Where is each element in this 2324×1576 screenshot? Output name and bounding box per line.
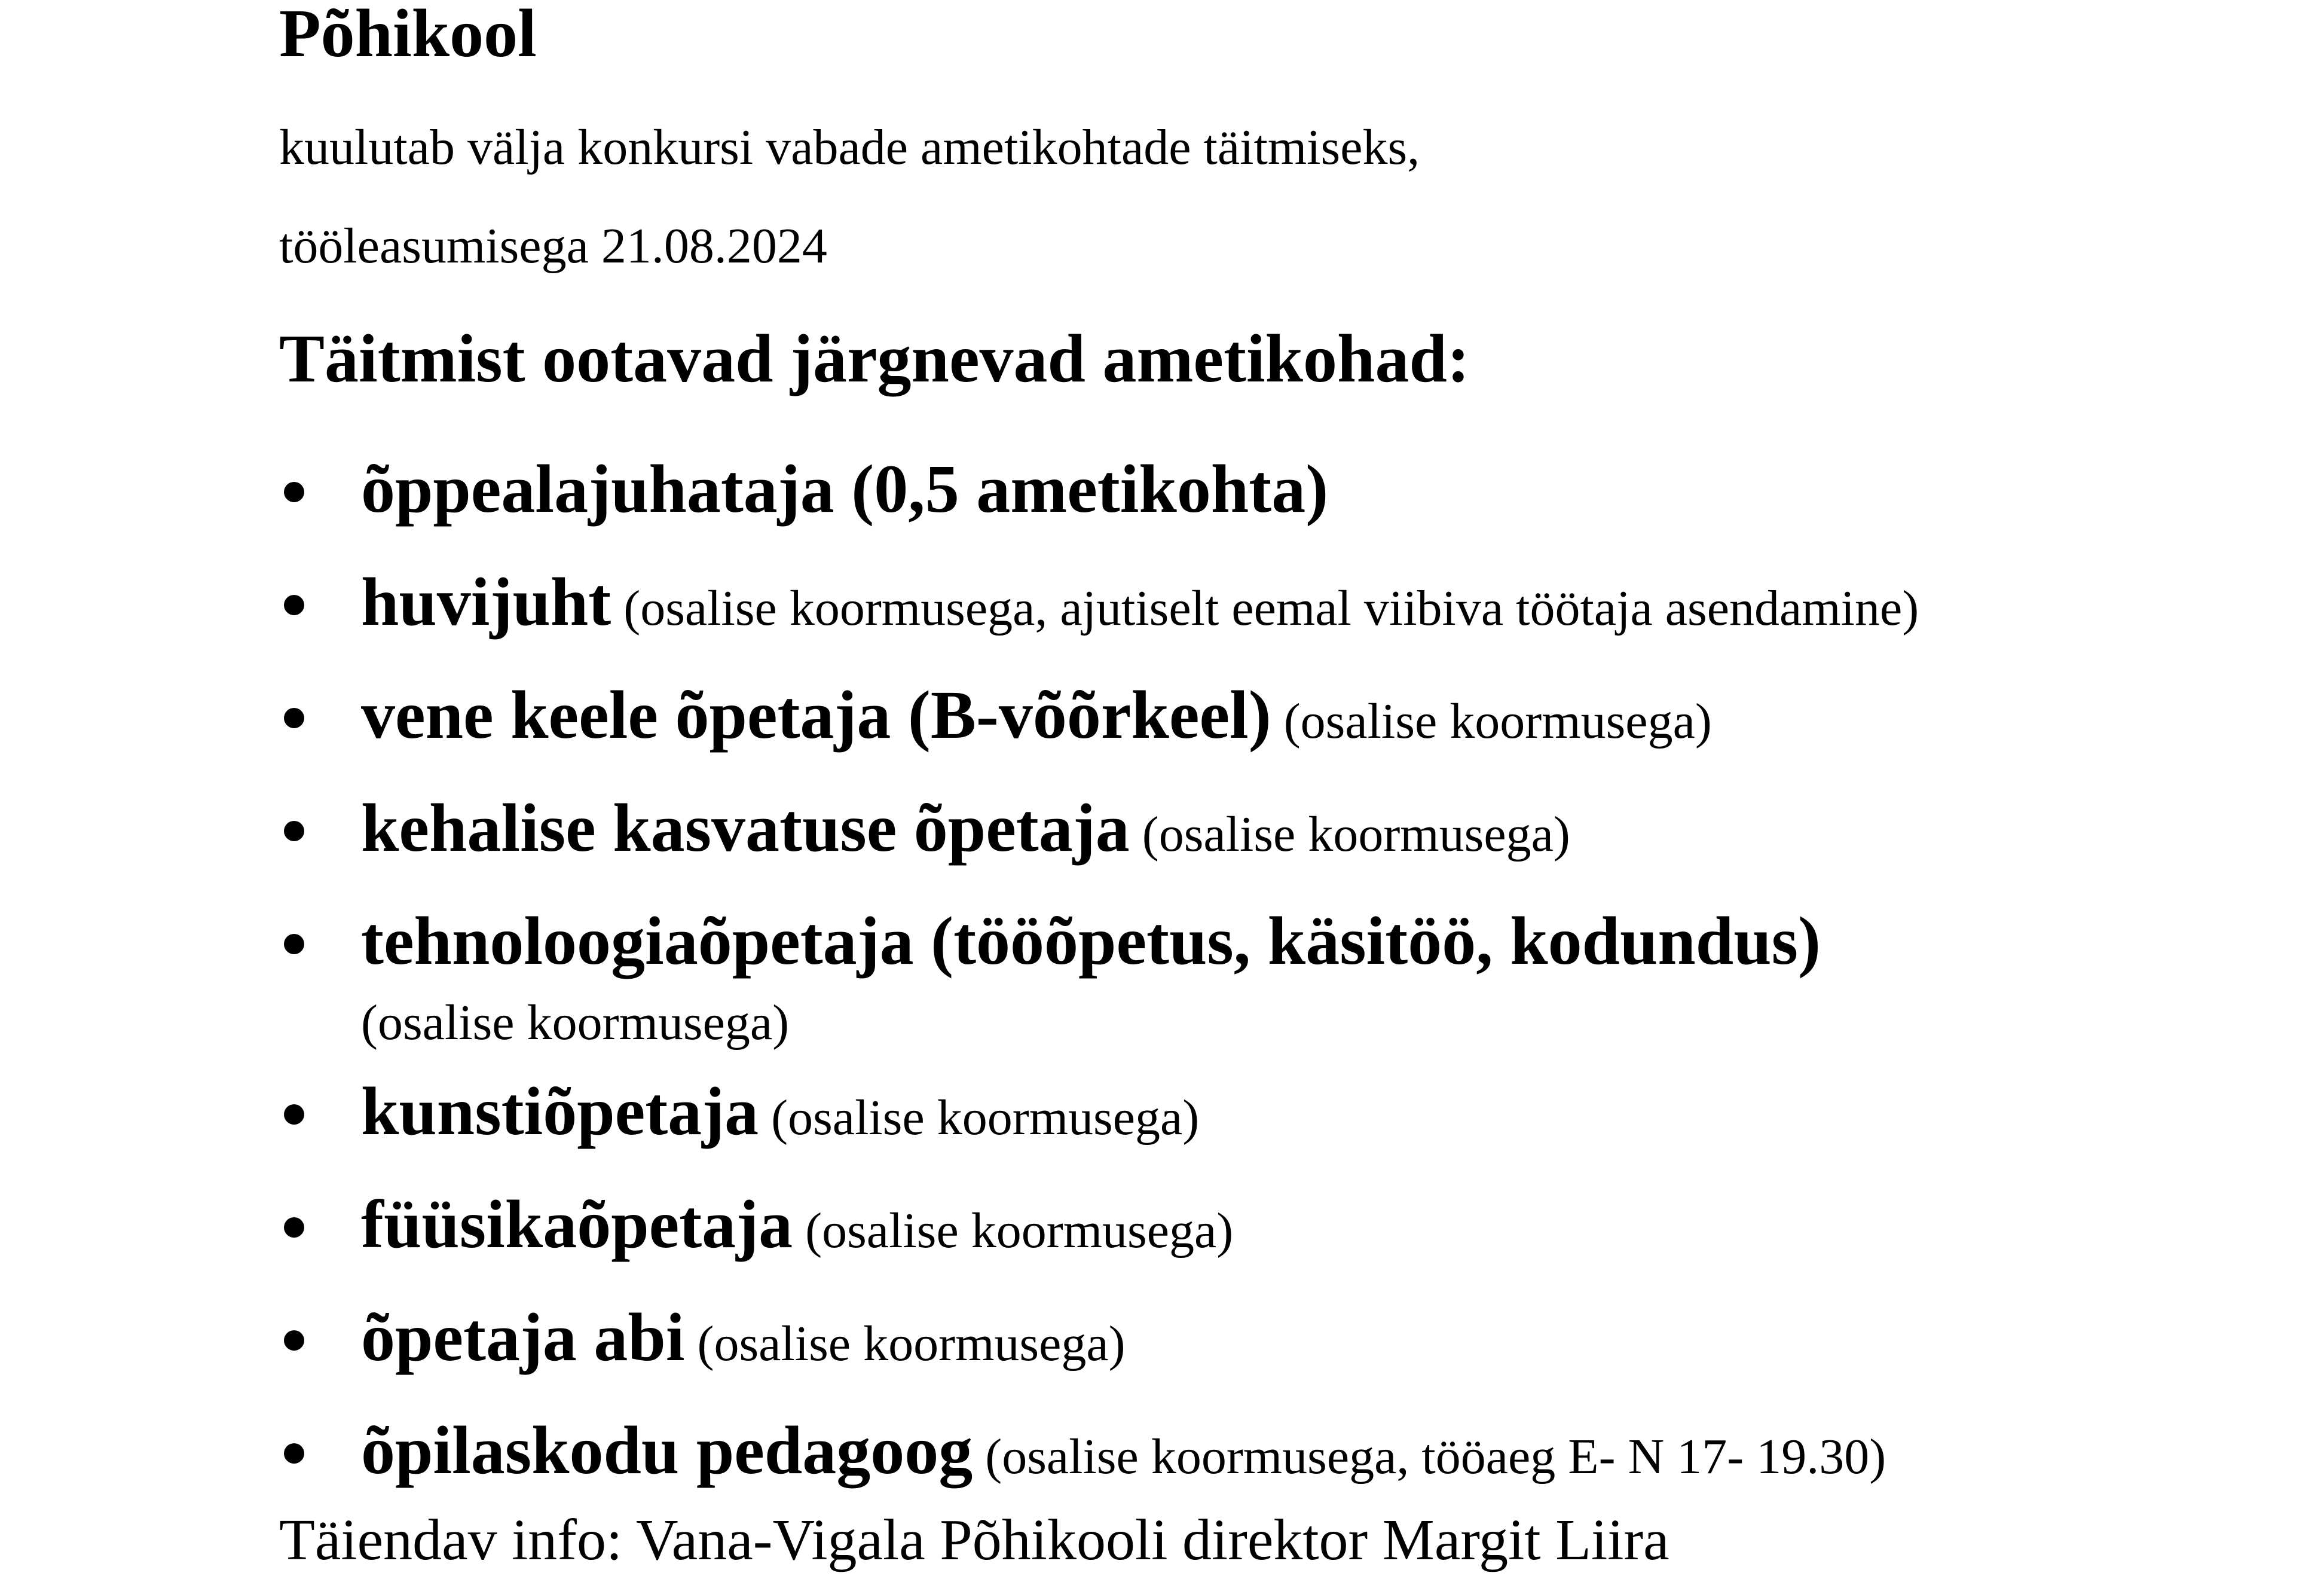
position-title: kunstiõpetaja (361, 1073, 759, 1150)
bullet-icon (282, 1065, 306, 1157)
positions-heading: Täitmist ootavad järgnevad ametikohad: (279, 320, 1470, 396)
position-item (279, 1065, 1919, 1178)
position-note: (osalise koormusega) (1271, 694, 1712, 749)
position-item (279, 1291, 1919, 1404)
position-note: (osalise koormusega) (793, 1203, 1234, 1259)
position-note: (osalise koormusega) (684, 1316, 1126, 1372)
intro-line-1: kuulutab välja konkursi vabade ametikohtade täitmiseks, (279, 120, 1420, 175)
position-item (279, 1404, 1919, 1517)
bullet-icon (282, 781, 306, 874)
bullet-icon (282, 1404, 306, 1496)
position-item (279, 442, 1919, 555)
position-note: (osalise koormusega) (759, 1090, 1200, 1146)
school-name: Põhikool (279, 0, 537, 71)
position-title: tehnoloogiaõpetaja (tööõpetus, käsitöö, kodundus) (361, 903, 1821, 979)
position-item (279, 781, 1919, 894)
position-note: (osalise koormusega, ajutiselt eemal viibiva töötaja asendamine) (611, 581, 1919, 636)
position-title: vene keele õpetaja (B-võõrkeel) (361, 677, 1271, 753)
bullet-icon (282, 668, 306, 761)
position-item (279, 894, 1919, 1050)
positions-list (279, 442, 1919, 1517)
bullet-icon (282, 1291, 306, 1383)
intro-line-2: tööleasumisega 21.08.2024 (279, 218, 827, 274)
position-title: õppealajuhataja (0,5 ametikohta) (361, 451, 1329, 527)
bullet-icon (282, 1178, 306, 1270)
contact-info: Täiendav info: Vana-Vigala Põhikooli direktor Margit Liira (279, 1508, 1669, 1572)
position-title: kehalise kasvatuse õpetaja (361, 790, 1130, 866)
position-note: (osalise koormusega, tööaeg E- N 17- 19.30) (973, 1429, 1886, 1485)
position-item (279, 668, 1919, 781)
bullet-icon (282, 442, 306, 535)
position-note: (osalise koormusega) (361, 995, 790, 1050)
position-title: õpilaskodu pedagoog (361, 1412, 973, 1489)
position-title: huvijuht (361, 564, 611, 640)
position-item (279, 555, 1919, 668)
position-title: õpetaja abi (361, 1299, 685, 1376)
bullet-icon (282, 555, 306, 648)
bullet-icon (282, 894, 306, 987)
position-item (279, 1178, 1919, 1291)
position-title: füüsikaõpetaja (361, 1186, 793, 1263)
position-note: (osalise koormusega) (1129, 807, 1570, 862)
